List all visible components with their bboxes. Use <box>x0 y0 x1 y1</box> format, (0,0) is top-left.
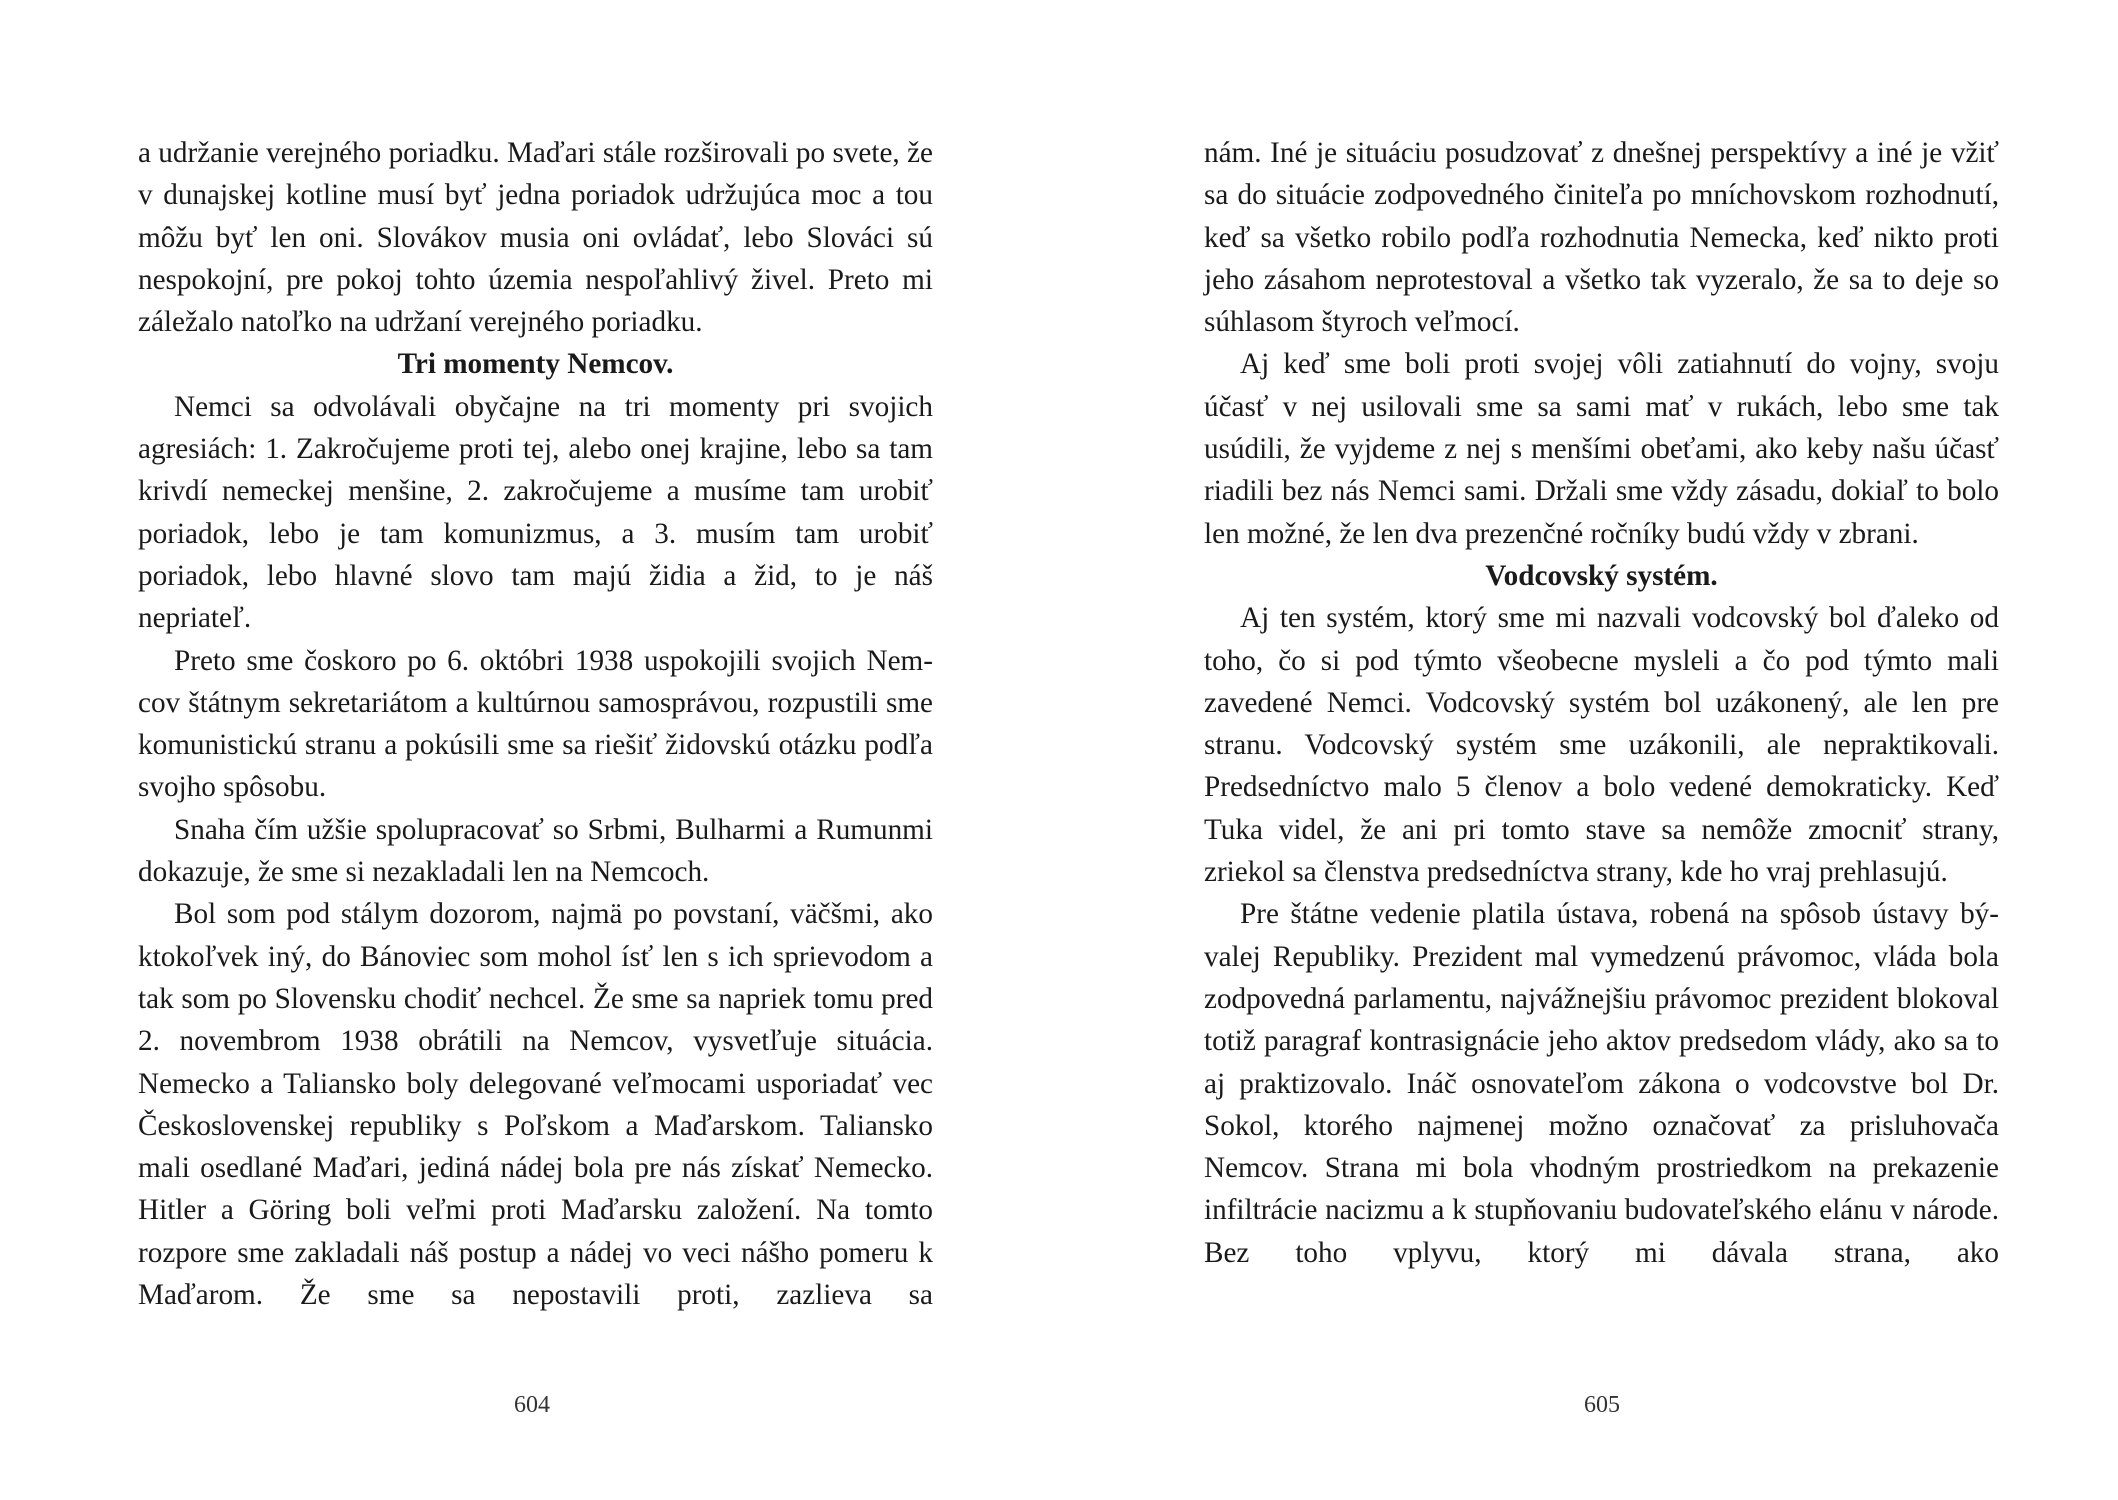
paragraph: Preto sme čoskoro po 6. októbri 1938 uspokojili svojich Nemcov štátnym sekretariátom a kultúrnou samosprávou, rozpustili sme komunistickú stranu a pokúsili sme sa riešiť židovskú otázku podľa svojho spôsobu. <box>138 644 933 804</box>
paragraph: a udržanie verejného poriadku. Maďari stále rozširovali po svete, že v dunajskej kotline musí byť jedna poriadok udržujúca moc a tou môžu byť len oni. Slovákov musia oni ovládať, lebo Slováci sú nespokojní, pre pokoj tohto územia nespoľahlivý živel. Preto mi záležalo natoľko na udržaní verejného poriadku. <box>138 137 933 339</box>
paragraph: Snaha čím užšie spolupracovať so Srbmi, Bulharmi a Rumunmi dokazuje, že sme si nezakladali len na Nemcoch. <box>138 813 933 889</box>
paragraph: Nemci sa odvolávali obyčajne na tri momenty pri svojich agresiách: 1. Zakročujeme proti tej, alebo onej krajine, lebo sa tam krivdí nemeckej menšine, 2. zakročujeme a musíme tam urobiť poriadok, lebo je tam komunizmus, a 3. musím tam urobiť poriadok, lebo hlavné slovo tam majú židia a žid, to je náš nepriateľ. <box>138 390 933 635</box>
section-heading: Tri momenty Nemcov. <box>397 348 674 381</box>
paragraph: Pre štátne vedenie platila ústava, robená na spôsob ústavy bývalej Republiky. Prezident mal vymedzenú právomoc, vláda bola zodpovedná parlamentu, najvážnejšiu právomoc prezident blokoval totiž paragraf kontrasignácie jeho aktov predsedom vlády, ako sa to aj praktizovalo. Ináč osnovateľom zákona o vodcovstve bol Dr. Sokol, ktorého najmenej možno označovať za prisluhovača Nemcov. Strana mi bola vhodným prostriedkom na prekazenie infiltrácie nacizmu a k stupňovaniu budovateľského elánu v národe. Bez toho vplyvu, ktorý mi dávala strana, ako <box>1204 898 1999 1269</box>
left-page-text <box>138 132 933 1316</box>
paragraph: Aj keď sme boli proti svojej vôli zatiahnutí do vojny, svoju účasť v nej usilovali sme sa sami mať v rukách, lebo sme tak usúdili, že vyjdeme z nej s menšími obeťami, ako keby našu účasť riadili bez nás Nemci sami. Držali sme vždy zásadu, dokiaľ to bolo len možné, že len dva prezenčné ročníky budú vždy v zbrani. <box>1204 348 1999 550</box>
page-number: 604 <box>514 1392 550 1418</box>
paragraph: Bol som pod stálym dozorom, najmä po povstaní, väčšmi, ako ktokoľvek iný, do Bánoviec som mohol ísť len s ich sprievodom a tak som po Slovensku chodiť nechcel. Že sme sa napriek tomu pred 2. novembrom 1938 obrátili na Nemcov, vysvetľuje situácia. Nemecko a Taliansko boly delegované veľmocami usporiadať vec Československej republiky s Poľskom a Maďarskom. Taliansko mali osedlané Maďari, jediná nádej bola pre nás získať Nemecko. Hitler a Göring boli veľmi proti Maďarsku založení. Na tomto rozpore sme zakladali náš postup a nádej vo veci nášho pomeru k Maďarom. Že sme sa nepostavili proti, zazlieva sa <box>138 898 933 1312</box>
right-page-text <box>1204 132 1999 1274</box>
left-page <box>138 132 933 1316</box>
page-number: 605 <box>1584 1392 1620 1418</box>
paragraph: nám. Iné je situáciu posudzovať z dnešnej perspektívy a iné je vžiť sa do situácie zodpovedného činiteľa po mníchovskom rozhodnutí, keď sa všetko robilo podľa rozhodnutia Nemecka, keď nikto proti jeho zásahom neprotestoval a všetko tak vyzeralo, že sa to deje so súhlasom štyroch veľmocí. <box>1204 137 1999 339</box>
section-heading: Vodcovský systém. <box>1485 559 1718 592</box>
paragraph: Aj ten systém, ktorý sme mi nazvali vodcovský bol ďaleko od toho, čo si pod týmto všeobecne mysleli a čo pod týmto mali zavedené Nemci. Vodcovský systém bol uzákonený, ale len pre stranu. Vodcovský systém sme uzákonili, ale nepraktikovali. Predsedníctvo malo 5 členov a bolo vedené demokraticky. Keď Tuka videl, že ani pri tomto stave sa nemôže zmocniť strany, zriekol sa členstva predsedníctva strany, kde ho vraj prehlasujú. <box>1204 602 1999 889</box>
right-page <box>1204 132 1999 1274</box>
